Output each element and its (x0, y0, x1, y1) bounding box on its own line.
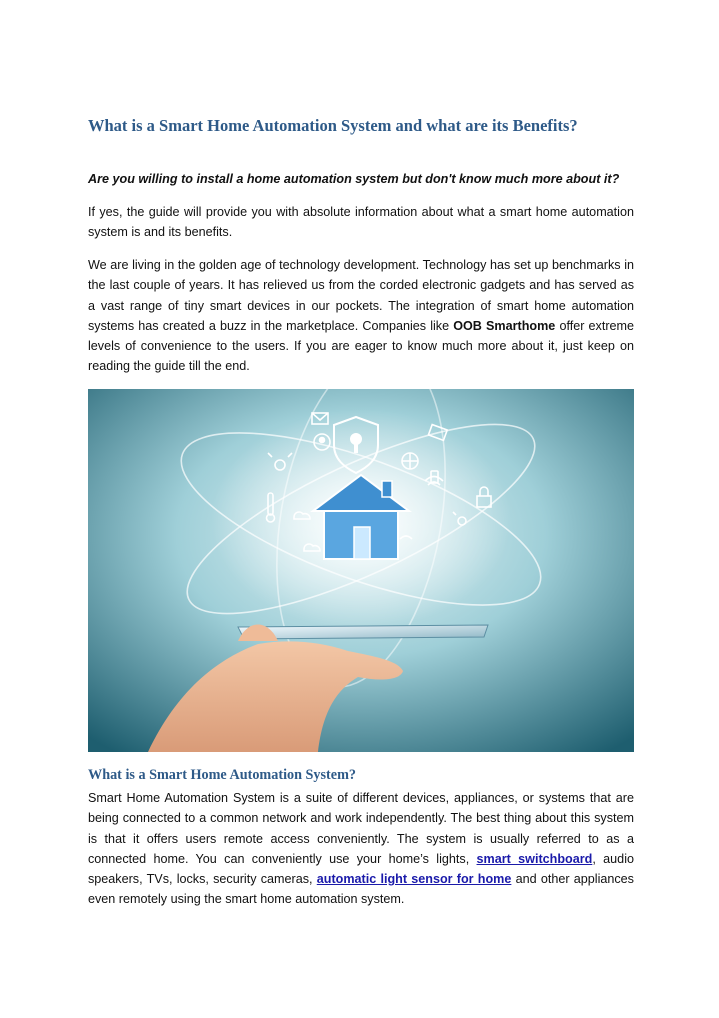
page-title: What is a Smart Home Automation System and what are its Benefits? (88, 116, 578, 135)
definition-text-3: and other appliances even remotely using the smart home automation system. (88, 872, 634, 907)
intro-paragraph: If yes, the guide will provide you with absolute information about what a smart home automation system is and its benefits. (88, 205, 634, 240)
definition-paragraph (88, 788, 634, 910)
brand-name-oob: OOB (453, 318, 482, 333)
hero-image (88, 389, 634, 752)
context-paragraph (88, 255, 634, 377)
smart-switchboard-link[interactable]: smart switchboard (476, 851, 593, 866)
brand-name-smarthome: Smarthome (486, 318, 556, 333)
globe-icon (402, 453, 418, 469)
section-heading: What is a Smart Home Automation System? (88, 767, 356, 783)
definition-text-2: , audio speakers, TVs, locks, security cameras, (88, 851, 634, 887)
context-text-start: We are living in the golden age of technology development. Technology has set up benchmarks in the last couple of years. It has relieved us from the corded electronic gadgets and has served as a vast range of tiny smart devices in our pockets. The integration of smart home automation systems has created a buzz in the marketplace. Companies like (88, 258, 634, 333)
lead-question: Are you willing to install a home automation system but don't know much more about it? (88, 172, 620, 186)
context-text-end: offer extreme levels of convenience to the users. If you are eager to know much more about it, just keep on reading the guide till the end. (88, 318, 635, 374)
definition-text-1: Smart Home Automation System is a suite of different devices, appliances, or systems that are being connected to a common network and work independently. The best thing about this system is that it offers users remote access conveniently. The system is usually referred to as a connected home. You can conveniently use your home’s lights, (88, 791, 634, 866)
light-sensor-link[interactable]: automatic light sensor for home (316, 872, 512, 887)
